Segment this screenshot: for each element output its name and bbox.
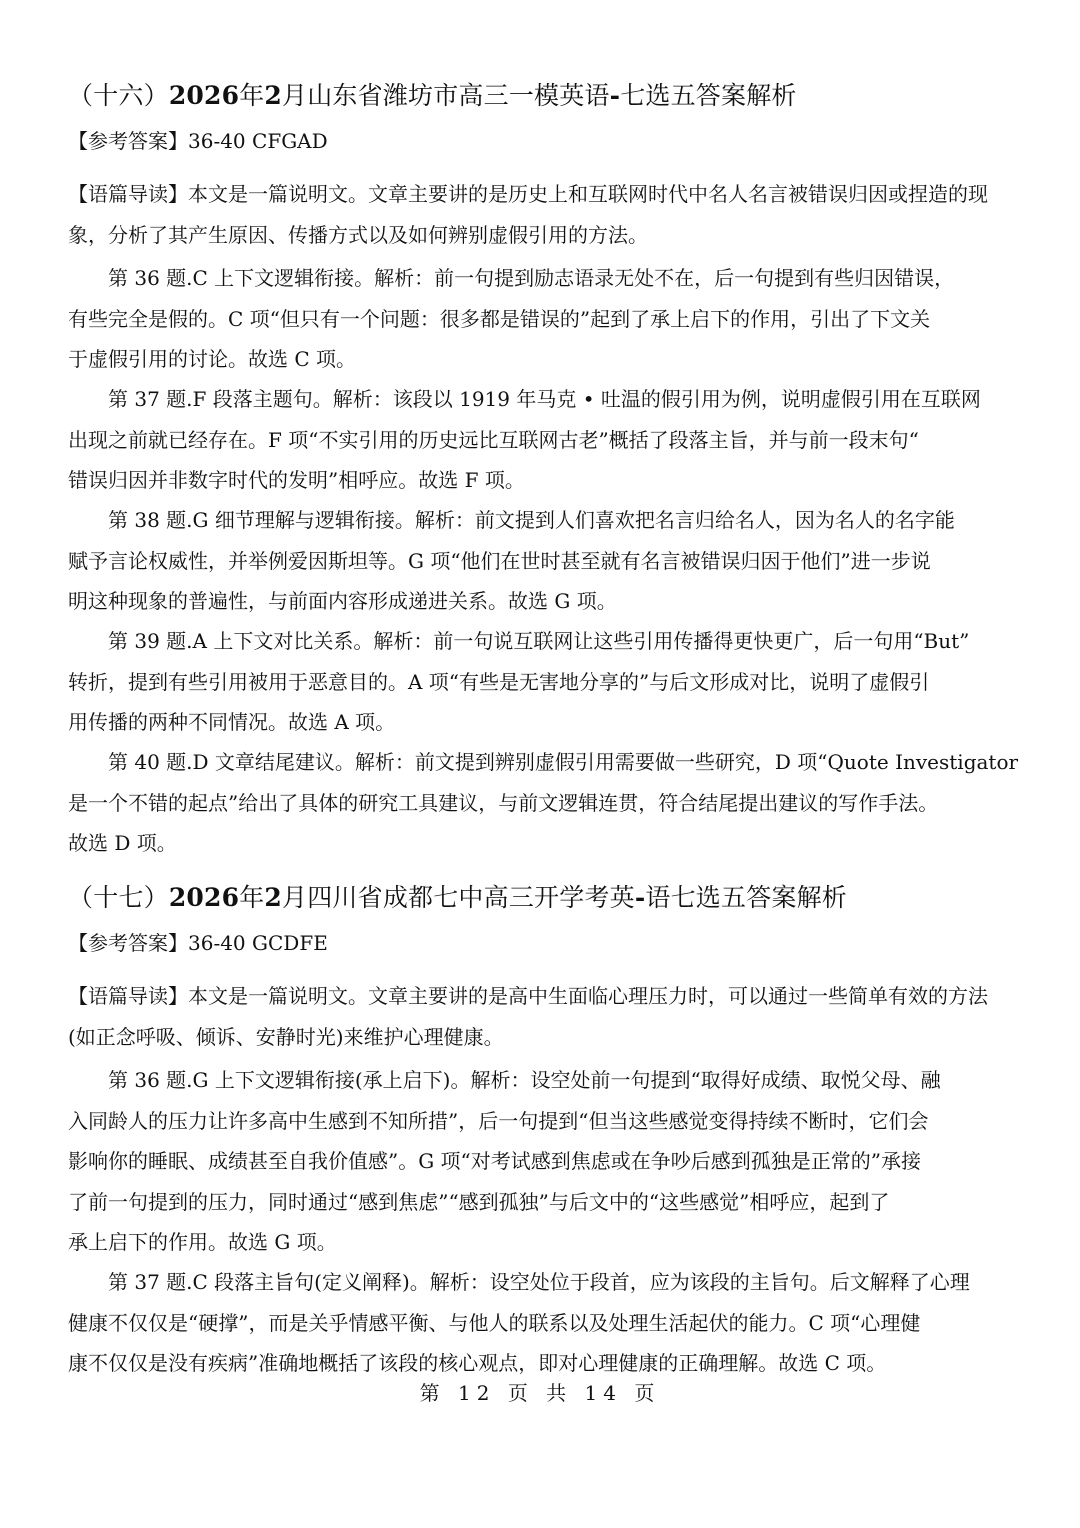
question-explanation: 第 38 题.G 细节理解与逻辑衔接。解析：前文提到人们喜欢把名言归给名人，因为名人的名字能 赋予言论权威性，并举例爱因斯坦等。G 项“他们在世时甚至就有名言被错误归因于他们”进一步说 明这种现象的普遍性，与前面内容形成递进关系。故选 G 项。: [68, 508, 955, 613]
page-number-footer: 第 12 页 共 14 页: [419, 1381, 661, 1405]
question-explanation: 第 37 题.C 段落主旨句(定义阐释)。解析：设空处位于段首，应为该段的主旨句。后文解释了心理 健康不仅仅是“硬撑”，而是关乎情感平衡、与他人的联系以及处理生活起伏的能力。C 项“心理健 康不仅仅是没有疾病”准确地概括了该段的核心观点，即对心理健康的正确理解。故选 C 项。: [68, 1270, 970, 1375]
question-explanation: 第 39 题.A 上下文对比关系。解析：前一句说互联网让这些引用传播得更快更广，后一句用“But” 转折，提到有些引用被用于恶意目的。A 项“有些是无害地分享的”与后文形成对比，说明了虚假引 用传播的两种不同情况。故选 A 项。: [68, 629, 970, 734]
section-title: （十七）2026年2月四川省成都七中高三开学考英-语七选五答案解析: [68, 883, 848, 912]
question-explanation: 第 37 题.F 段落主题句。解析：该段以 1919 年马克 • 吐温的假引用为例，说明虚假引用在互联网 出现之前就已经存在。F 项“不实引用的历史远比互联网古老”概括了段落主旨，并与前一段末句“ 错误归因并非数字时代的发明”相呼应。故选 F 项。: [68, 387, 981, 492]
question-explanation: 第 40 题.D 文章结尾建议。解析：前文提到辨别虚假引用需要做一些研究，D 项“Quote Investigator 是一个不错的起点”给出了具体的研究工具建议，与前文逻辑连贯，符合结尾提出建议的写作手法。 故选 D 项。: [68, 750, 1019, 855]
passage-intro: 【语篇导读】本文是一篇说明文。文章主要讲的是高中生面临心理压力时，可以通过一些简单有效的方法 (如正念呼吸、倾诉、安静时光)来维护心理健康。: [68, 984, 988, 1049]
question-explanation: 第 36 题.C 上下文逻辑衔接。解析：前一句提到励志语录无处不在，后一句提到有些归因错误， 有些完全是假的。C 项“但只有一个问题：很多都是错误的”起到了承上启下的作用，引出了下文关 于虚假引用的讨论。故选 C 项。: [68, 266, 955, 371]
reference-answer: 【参考答案】36-40 GCDFE: [68, 931, 328, 955]
section-title: （十六）2026年2月山东省潍坊市高三一模英语-七选五答案解析: [68, 81, 797, 110]
question-explanation: 第 36 题.G 上下文逻辑衔接(承上启下)。解析：设空处前一句提到“取得好成绩、取悦父母、融 入同龄人的压力让许多高中生感到不知所措”，后一句提到“但当这些感觉变得持续不断时，它们会 影响你的睡眠、成绩甚至自我价值感”。G 项“对考试感到焦虑或在争吵后感到孤独是正常的”承接 了前一句提到的压力，同时通过“感到焦虑”“感到孤独”与后文中的“这些感觉”相呼应，起到了 承上启下的作用。故选 G 项。: [68, 1068, 941, 1254]
passage-intro: 【语篇导读】本文是一篇说明文。文章主要讲的是历史上和互联网时代中名人名言被错误归因或捏造的现 象，分析了其产生原因、传播方式以及如何辨别虚假引用的方法。: [68, 182, 988, 247]
reference-answer: 【参考答案】36-40 CFGAD: [68, 129, 328, 153]
